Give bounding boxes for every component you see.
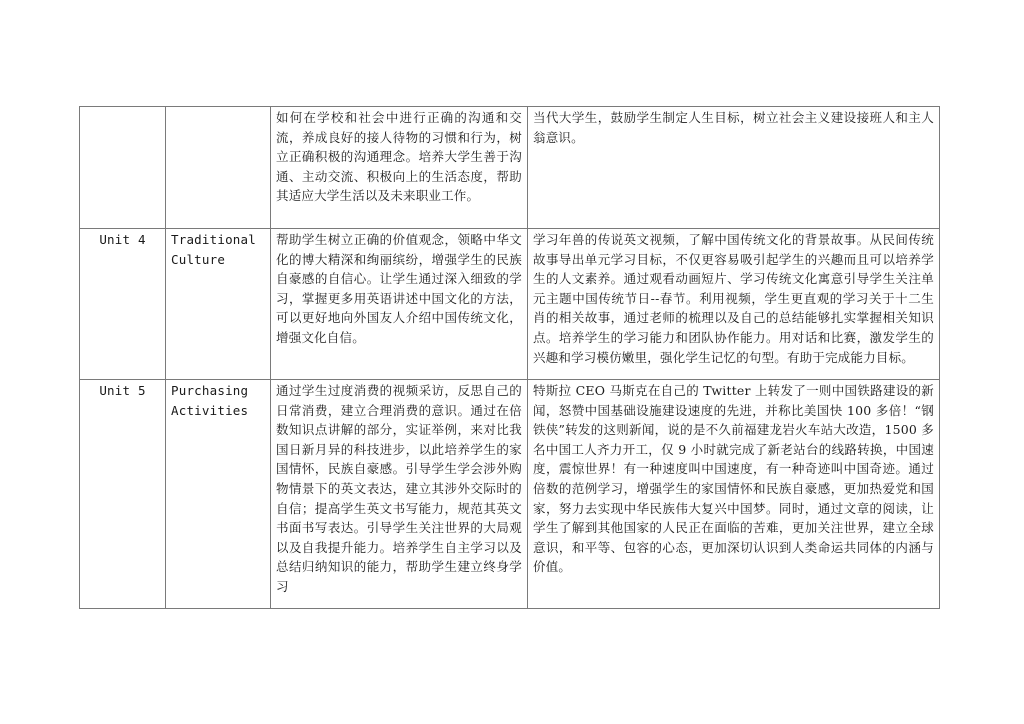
goals-cell: 通过学生过度消费的视频采访，反思自己的日常消费，建立合理消费的意识。通过在倍数知识点讲解的部分，实证举例，来对比我国日新月异的科技进步，以此培养学生的家国情怀，民族自豪感。引导学生学会涉外购物情景下的英文表达，建立其涉外交际时的自信；提高学生英文书写能力，规范其英文书面书写表达。引导学生关注世界的大局观以及自我提升能力。培养学生自主学习以及总结归纳知识的能力，帮助学生建立终身学习 xyxy=(271,380,528,609)
methods-cell: 特斯拉 CEO 马斯克在自己的 Twitter 上转发了一则中国铁路建设的新闻，怒赞中国基础设施建设速度的先进，并称比美国快 100 多倍！“钢铁侠”转发的这则新闻，说的是不久前福建龙岩火车站大改造，1500 多名中国工人齐力开工，仅 9 小时就完成了新老站台的线路转换，中国速度，震惊世界！有一种速度叫中国速度，有一种奇迹叫中国奇迹。通过倍数的范例学习，增强学生的家国情怀和民族自豪感，更加热爱党和国家，努力去实现中华民族伟大复兴中国梦。同时，通过文章的阅读，让学生了解到其他国家的人民正在面临的苦难，更加关注世界，建立全球意识，和平等、包容的心态，更加深切认识到人类命运共同体的内涵与价值。 xyxy=(528,380,940,609)
table-row xyxy=(80,229,940,380)
unit-cell: Unit 5 xyxy=(80,380,166,609)
methods-cell: 当代大学生，鼓励学生制定人生目标，树立社会主义建设接班人和主人翁意识。 xyxy=(528,107,940,229)
topic-line: Activities xyxy=(171,402,249,418)
topic-line: Purchasing xyxy=(171,383,249,398)
table-row xyxy=(80,380,940,609)
curriculum-table xyxy=(79,106,940,609)
table-row xyxy=(80,107,940,229)
topic-cell xyxy=(166,380,271,609)
unit-cell xyxy=(80,107,166,229)
unit-cell: Unit 4 xyxy=(80,229,166,380)
goals-cell: 帮助学生树立正确的价值观念，领略中华文化的博大精深和绚丽缤纷，增强学生的民族自豪感的自信心。让学生通过深入细致的学习，掌握更多用英语讲述中国文化的方法，可以更好地向外国友人介绍中国传统文化，增强文化自信。 xyxy=(271,229,528,380)
methods-cell: 学习年兽的传说英文视频，了解中国传统文化的背景故事。从民间传统故事导出单元学习目标，不仅更容易吸引起学生的兴趣而且可以培养学生的人文素养。通过观看动画短片、学习传统文化寓意引导学生关注单元主题中国传统节日--春节。利用视频，学生更直观的学习关于十二生肖的相关故事，通过老师的梳理以及自己的总结能够扎实掌握相关知识点。培养学生的学习能力和团队协作能力。用对话和比赛，激发学生的兴趣和学习模仿嫩里，强化学生记忆的句型。有助于完成能力目标。 xyxy=(528,229,940,380)
topic-cell xyxy=(166,229,271,380)
goals-cell: 如何在学校和社会中进行正确的沟通和交流，养成良好的接人待物的习惯和行为，树立正确积极的沟通理念。培养大学生善于沟通、主动交流、积极向上的生活态度，帮助其适应大学生活以及未来职业工作。 xyxy=(271,107,528,229)
topic-cell xyxy=(166,107,271,229)
topic-line: Culture xyxy=(171,251,226,267)
topic-line: Traditional xyxy=(171,232,256,247)
